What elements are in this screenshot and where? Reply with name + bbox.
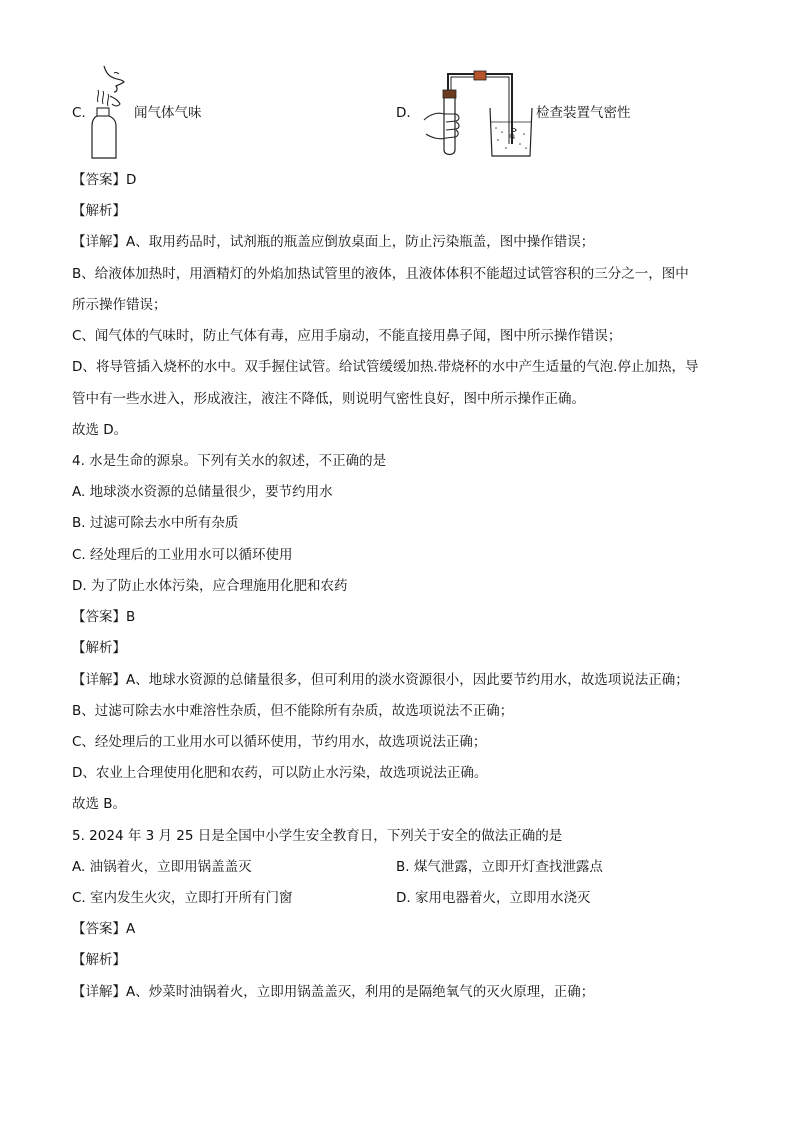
q3-option-d-caption: 检查装置气密性 — [536, 105, 631, 121]
q4-detail-d: D、农业上合理使用化肥和农药，可以防止水污染，故选项说法正确。 — [72, 765, 488, 781]
q4-conclusion: 故选 B。 — [72, 796, 127, 812]
q3-detail-b1: B、给液体加热时，用酒精灯的外焰加热试管里的液体，且液体体积不能超过试管容积的三分之一，图中 — [72, 266, 689, 282]
q5-analysis: 【解析】 — [72, 952, 126, 968]
airtightness-diagram — [416, 64, 536, 162]
q3-detail-c: C、闻气体的气味时，防止气体有毒，应用手扇动，不能直接用鼻子闻，图中所示操作错误； — [72, 328, 622, 344]
airtightness-apparatus-icon — [416, 64, 536, 162]
q3-detail-b2: 所示操作错误； — [72, 297, 167, 313]
q5-option-a: A. 油锅着火，立即用锅盖盖灭 — [72, 859, 252, 875]
q5-option-c: C. 室内发生火灾，立即打开所有门窗 — [72, 890, 293, 906]
q3-detail-a: 【详解】A、取用药品时，试剂瓶的瓶盖应倒放桌面上，防止污染瓶盖，图中操作错误； — [72, 234, 595, 250]
q4-option-d: D. 为了防止水体污染，应合理施用化肥和农药 — [72, 578, 348, 594]
q3-option-c-letter: C. — [72, 105, 86, 121]
q3-option-d-letter: D. — [396, 105, 411, 121]
q3-detail-d1: D、将导管插入烧杯的水中。双手握住试管。给试管缓缓加热.带烧杯的水中产生适量的气泡.停止加热，导 — [72, 359, 699, 375]
q5-detail-a: 【详解】A、炒菜时油锅着火，立即用锅盖盖灭，利用的是隔绝氧气的灭火原理，正确； — [72, 984, 595, 1000]
q4-detail-b: B、过滤可除去水中难溶性杂质，但不能除所有杂质，故选项说法不正确； — [72, 703, 514, 719]
q4-detail-a: 【详解】A、地球水资源的总储量很多，但可利用的淡水资源很小，因此要节约用水，故选项说法正确； — [72, 672, 689, 688]
q4-stem: 4. 水是生命的源泉。下列有关水的叙述，不正确的是 — [72, 453, 387, 469]
q5-option-d: D. 家用电器着火，立即用水浇灭 — [396, 890, 591, 906]
q3-analysis-heading: 【解析】 — [72, 203, 126, 219]
q5-answer: 【答案】A — [72, 921, 136, 937]
q3-option-c-caption: 闻气体气味 — [134, 105, 202, 121]
q4-answer: 【答案】B — [72, 609, 136, 625]
q3-detail-d2: 管中有一些水进入，形成液注，液注不降低，则说明气密性良好，图中所示操作正确。 — [72, 391, 585, 407]
q4-option-b: B. 过滤可除去水中所有杂质 — [72, 515, 239, 531]
q3-analysis-label: 解析 — [85, 203, 113, 219]
smell-gas-diagram — [88, 62, 138, 162]
q5-option-b: B. 煤气泄露，立即开灯查找泄露点 — [396, 859, 603, 875]
q5-stem: 5. 2024 年 3 月 25 日是全国中小学生安全教育日，下列关于安全的做法正确的是 — [72, 828, 563, 844]
smell-gas-icon — [88, 62, 138, 162]
q4-analysis: 【解析】 — [72, 640, 126, 656]
q4-option-c: C. 经处理后的工业用水可以循环使用 — [72, 547, 293, 563]
q4-option-a: A. 地球淡水资源的总储量很少，要节约用水 — [72, 484, 333, 500]
q3-conclusion: 故选 D。 — [72, 422, 128, 438]
q3-answer: 【答案】D — [72, 172, 137, 188]
q4-detail-c: C、经处理后的工业用水可以循环使用，节约用水，故选项说法正确； — [72, 734, 487, 750]
